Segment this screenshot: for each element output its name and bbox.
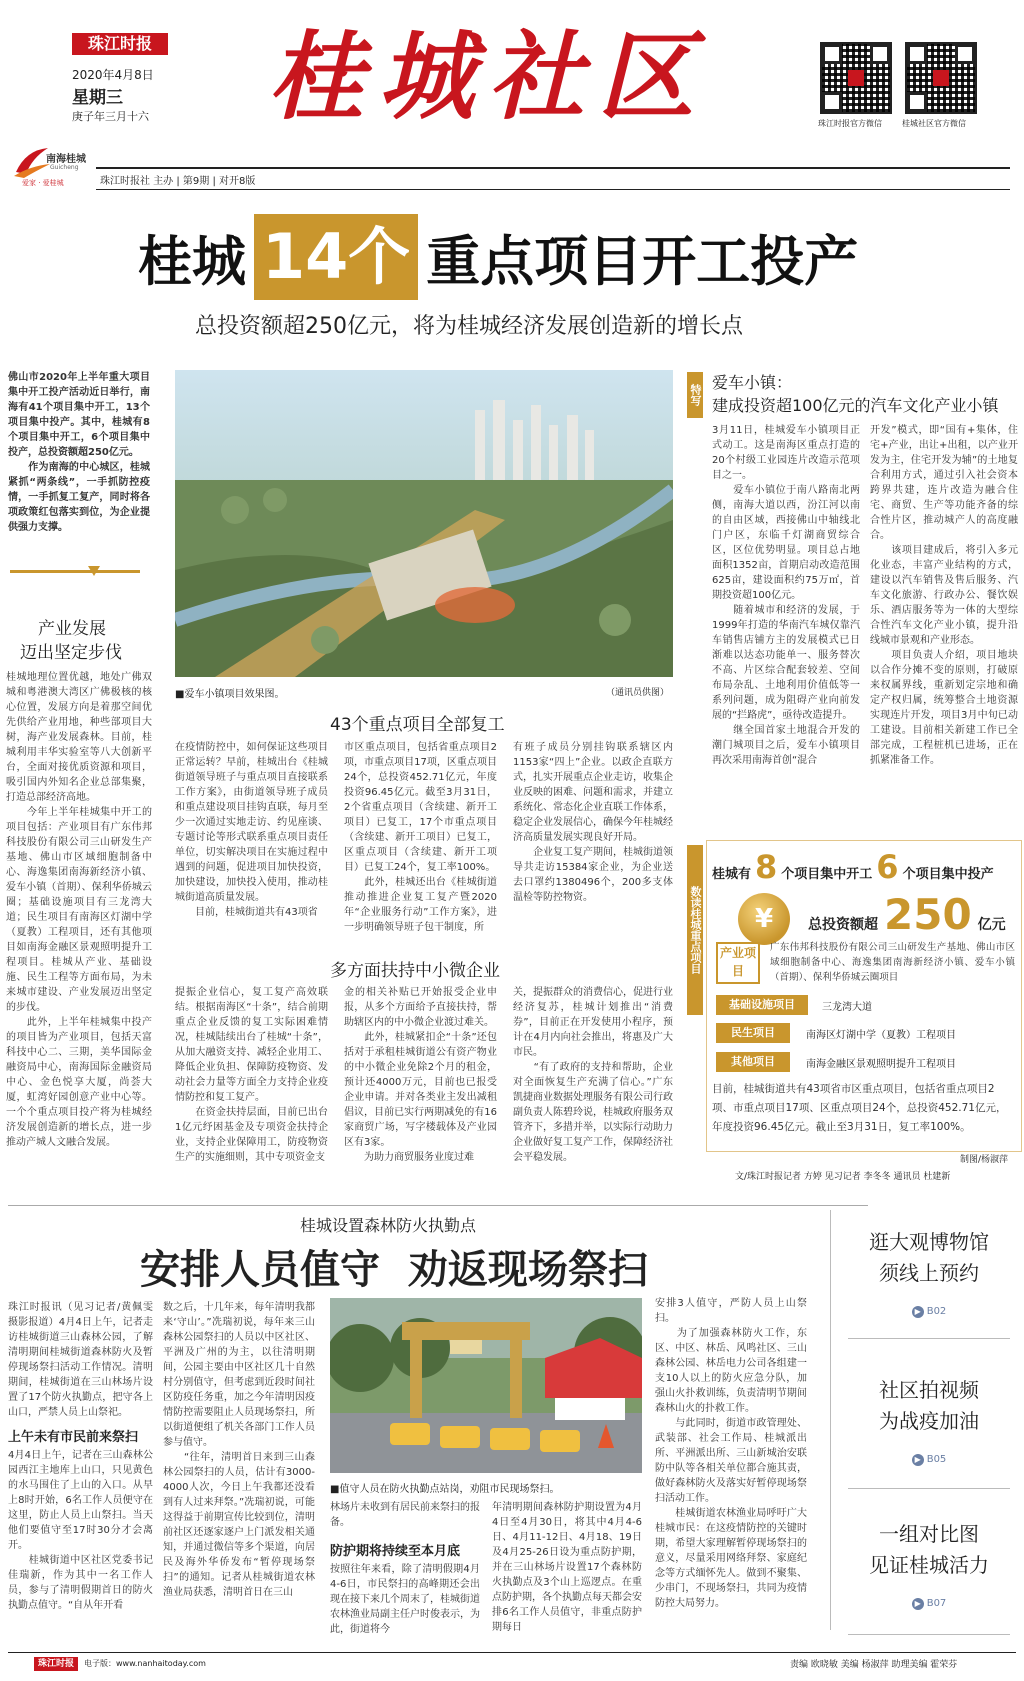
invest-label: 总投资额超 <box>808 917 878 933</box>
teaser-1-page: B02 <box>926 1306 947 1317</box>
infobox-side-label: 数读桂城重点项目 <box>687 845 703 1015</box>
sub-heading-1: 43个重点项目全部复工 <box>330 715 505 735</box>
infra-text: 三龙湾大道 <box>822 1002 872 1013</box>
qr2-caption: 桂城社区官方微信 <box>902 119 966 128</box>
story2-col-d: 年清明期间森林防护期设置为4月4日至4月30日，将其中4月4-6日、4月11-12日、4月18、19日及4月25-26日设为重点防护期，并在三山林场片设置17个森林防火执勤点及3个山上巡逻点。在重点防护期，各个执勤点每天都会安排6名工作人员值守，非重点防护期每日 <box>492 1502 642 1633</box>
footer-credits: 责编 欧晓敏 美编 杨淑萍 助理美编 霍荣芬 <box>790 1660 958 1670</box>
masthead-info-bar: 珠江时报社 主办 | 第9期 | 对开8版 <box>100 176 256 187</box>
teaser-2[interactable] <box>840 1374 1018 1466</box>
civil-tag: 民生项目 <box>716 1023 790 1043</box>
aerial-rendering-photo <box>175 370 673 677</box>
story2-col-a-heading: 上午未有市民前来祭扫 <box>8 1430 139 1445</box>
page-arrow-icon: ▶ <box>912 1598 924 1610</box>
teaser-3-title1: 一组对比图 <box>879 1522 979 1546</box>
headline-number-box: 14个 <box>254 214 418 300</box>
infobox-line1 <box>712 848 994 886</box>
body-1b: 市区重点项目，包括省重点项目2项，市重点项目17项，区重点项目24个，总投资452.71亿元，年度投资96.45亿元。截至3月31日，2个省重点项目（含续建、新开工项目）已复工，17个市重点项目（含续建、新开工项目）已复工，区重点项目（含续建、新开工项目）已复工24个，复工率100%。 此外，桂城还出台《桂城街道推动推进企业复工复产暨2020年“企业服务行动”工作方案》，进一步明确领导班子包干制度，所 <box>344 742 497 933</box>
photo1-caption: ■爱车小镇项目效果图。 <box>175 689 285 700</box>
infobox-open-count: 8 <box>755 848 778 886</box>
body-2b: 金的相关补贴已开始报受企业申报，从多个方面给予直接扶持，帮助辖区内的中小微企业渡过难关。 此外，桂城紧扣企“十条”还包括对于承租桂城街道公有资产物业的中小微企业免除2个月的租金，预计还4000万元，目前也已报受企业申请。并对各类业主发出减租倡议，目前已实行两期减免的有16家商贸广场，写字楼载体及产业园区有3家。 为助力商贸服务业度过难 <box>344 987 497 1163</box>
byline: 文/珠江时报记者 方婷 见习记者 李冬冬 通讯员 杜建新 <box>735 1172 951 1182</box>
special-title-2: 建成投资超100亿元的汽车文化产业小镇 <box>712 396 999 415</box>
teaser-rule-3 <box>848 1634 1010 1635</box>
lead-text: 佛山市2020年上半年重大项目集中开工投产活动近日举行，南海有41个项目集中开工，13个项目集中投产。其中，桂城有8个项目集中开工，6个项目集中投产，总投资额超250亿元。 作为南海的中心城区，桂城紧抓“两条线”，一手抓防控疫情，一手抓复工复产，同时将各项政策红包落实到位，为企业提供强力支撑。 <box>8 372 150 533</box>
teaser-2-title2: 为战疫加油 <box>879 1409 979 1433</box>
nanhai-logo-sub: Guicheng <box>50 164 79 171</box>
story2-col-c: 林场片未收到有居民前来祭扫的报备。 <box>330 1502 480 1528</box>
qr-code-zjtoday[interactable] <box>820 42 892 114</box>
teaser-3-page: B07 <box>926 1598 947 1609</box>
teaser-divider <box>830 1210 831 1630</box>
story2-col-b: 数之后，十几年来，每年清明我都来‘守山’。”冼瑞初说，每年来三山森林公园祭扫的人员以中区社区、平洲及广州的为主，以往清明期间，公园主要由中区社区几十自然村分别值守，但考虑到近段时间社区防疫任务重，加之今年清明因疫情防控需要阻止人员现场祭扫，所以街道便组了机关各部门工作人员参与值守。 “往年，清明首日来到三山森林公园祭扫的人员，估计有3000-4000人次，今日上午我都还没看到有人过来拜祭。”冼瑞初说，可能这得益于前期宣传比较到位，清明前社区还逐家逐户上门派发相关通知，并通过微信等多个渠道，向居民及海外华侨发布“暂停现场祭扫”的通知。记者从桂城街道农林渔业局获悉，清明首日在三山 <box>163 1302 315 1598</box>
page-arrow-icon: ▶ <box>912 1454 924 1466</box>
story2-top-rule <box>8 1205 868 1206</box>
masthead-rule <box>96 167 1010 169</box>
qr-code-guicheng[interactable] <box>905 42 977 114</box>
teaser-1[interactable] <box>840 1226 1018 1318</box>
brand-logo: 珠江时报 <box>72 33 168 55</box>
special-tag: 特写 <box>687 372 703 418</box>
headline-subtitle: 总投资额超250亿元，将为桂城经济发展创造新的增长点 <box>195 314 743 339</box>
industry-text: 广东伟邦科技股份有限公司三山研发生产基地、佛山市区域细胞制备中心、海逸集团南海新经济小镇、爱车小镇（首期）、保利华侨城云圈项目 <box>770 942 1015 983</box>
nanhai-slogan: 爱家 · 爱桂城 <box>22 179 64 187</box>
story2-headline: 安排人员值守 劝返现场祭扫 <box>140 1247 648 1293</box>
story2-kicker: 桂城设置森林防火执勤点 <box>300 1216 477 1235</box>
story2-col-c-heading: 防护期将持续至本月底 <box>330 1544 461 1559</box>
body-1a: 在疫情防控中，如何保证这些项目正常运转？早前，桂城出台《桂城街道领导班子与重点项目直接联系工作方案》，由街道领导班子成员和重点建设项目挂钩直联，每月至少一次通过实地走访、约见座谈、专题讨论等形式联系重点项目责任单位，切实解决项目在实施过程中遇到的问题，促进项目加快投资，加快建设，加快投入使用，推动桂城街道高质量发展。 目前，桂城街道共有43项省 <box>175 742 328 918</box>
special-col-a: 3月11日，桂城爱车小镇项目正式动工。这是南海区重点打造的20个村级工业园连片改造示范项目之一。 爱车小镇位于南八路南北两侧，南海大道以西，汾江河以南的自由区域，西接佛山中轴线北门户区，东临千灯湖商贸综合区，区位优势明显。项目总占地面积1352亩，首期启动改造范围625亩，建设面积约75万㎡，首期投资超100亿元。 随着城市和经济的发展，于1999年打造的华南汽车城仅靠汽车销售店铺方主的发展模式已日渐难以达态功能单一、服务替次不高、片区综合配套较差、空间布局杂乱、土地利用价值低等一系列问题，成为阻碍产业向前发展的“拦路虎”，亟待改造提升。 继全国首家土地混合开发的潮门城项目之后，爱车小镇项目再次采用南海首创“混合 <box>712 425 860 766</box>
infobox-line1-b: 个项目集中开工 <box>781 867 873 882</box>
civil-text: 南海区灯湖中学（夏教）工程项目 <box>806 1030 956 1041</box>
body-2a: 提振企业信心，复工复产高效联结。根据南海区“十条”，结合前期重点企业反馈的复工实际困难情况，桂城陆续出台了桂城“十条”，从加大融资支持、减轻企业用工、降低企业负担、保障防疫物资、发动社会力量等方面全力支持企业疫情防控和复工复产。 在资金扶持层面，目前已出台1亿元纾困基金及专项资金扶持企业，支持企业保障用工，防疫物资生产的实施细则，其中专项资金支 <box>175 987 328 1163</box>
section-industry-title2: 迈出坚定步伐 <box>20 643 122 663</box>
issue-lunar: 庚子年三月十六 <box>72 110 149 123</box>
teaser-rule-2 <box>848 1488 1010 1489</box>
infobox-production-count: 6 <box>876 848 899 886</box>
checkpoint-photo <box>330 1298 642 1473</box>
headline-post: 重点项目开工投产 <box>426 229 859 293</box>
section-industry-text: 桂城地理位置优越，地处广佛双城和粤港澳大湾区广佛极核的核心位置，发展方向是着那空间优先供给产业用地，种些部项目大树，海产业发展森林。目前，桂城利用丰华实验室等八大创新平台，全面对接优质资源和项目，吸引国内外知名企业总部集聚，打造总部经济高地。 今年上半年桂城集中开工的项目包括：产业项目有广东伟邦科技股份有限公司三山研发生产基地、佛山市区域细胞制备中心、海逸集团南海新经济小镇、爱车小镇（首期）、保利华侨城云圈；基础设施项目有三龙湾大道；民生项目有南海区灯湖中学（夏教）工程项目，还有其他项目如南海金融区景观照明提升工程项目。桂城从产业、基础设施、民生工程等方面布局，为未来城市建设、产业发展迈出坚定的步伐。 此外，上半年桂城集中投产的项目皆为产业项目，包括天富科技中心二、三期，美华国际金融资局中心，南海国际金融资局中心、金色悦享大厦，尚荟大厦，虹湾好园创意产业中心等。一个个重点项目投产将为桂城经济发展创造新的增长点，进一步推动产城人文融合发展。 <box>6 672 152 1148</box>
teaser-3[interactable] <box>840 1518 1018 1610</box>
infobox-line1-a: 桂城有 <box>712 867 752 882</box>
photo2-caption: ■值守人员在防火执勤点站岗，劝阻市民现场祭扫。 <box>330 1484 560 1495</box>
special-title-1: 爱车小镇： <box>712 373 793 392</box>
special-col-b: 开发”模式，即“国有+集体，住宅+产业，出让+出租，以产业开发为主，住宅开发为辅”的土地复合利用方式，通过引入社会资本跨界共建，连片改造为融合住宅、商贸、生产等功能齐备的综合性片区，推动城产人的高度融合。 该项目建成后，将引入多元化业态，丰富产业结构的方式，建设以汽车销售及售后服务、汽车文化旅游、行政办公、餐饮娱乐、酒店服务等为一体的大型综合性汽车文化产业小镇，提升沿线城市景观和产业形态。 项目负责人介绍，项目地块以合作分摊不变的原则，打破原来权属界线，重新划定宗地和确定产权归属，统筹整合土地资源实现连片开发，项目3月中旬已动工建设。目前相关新建工作已全部完成，工程桩机已进场，正在抓紧准备工作。 <box>870 425 1018 766</box>
nanhai-logo <box>10 140 90 190</box>
story2-col-a: 珠江时报讯（见习记者/黄佩雯 摄影报道）4月4日上午，记者走访桂城街道三山森林公园，了解清明期间桂城街道森林防火及暂停现场祭扫活动工作情况。清明期间，桂城街道在三山林场片设置了17个防火执勤点，把守各上山口，严禁人员上山祭祀。 <box>8 1302 153 1418</box>
infra-tag: 基础设施项目 <box>716 995 808 1015</box>
page-arrow-icon: ▶ <box>912 1306 924 1318</box>
section-industry-title1: 产业发展 <box>38 619 106 639</box>
teaser-2-page: B05 <box>926 1454 947 1465</box>
infobox-invest <box>808 890 1006 939</box>
invest-unit: 亿元 <box>977 917 1006 933</box>
section-divider-1 <box>10 570 140 573</box>
invest-number: 250 <box>884 890 972 939</box>
headline-pre: 桂城 <box>138 229 246 293</box>
masthead-rule-2 <box>96 189 1010 190</box>
photo1-credit: （通讯员供图） <box>606 688 670 698</box>
body-2c: 关，提振群众的消费信心，促进行业经济复苏，桂城计划推出“消费券”，目前正在开发使用小程序，预计在4月内向社会推出，将惠及广大市民。 “有了政府的支持和帮助，企业对全面恢复生产充满了信心。”广东凯捷商业数据处理服务有限公司行政副负责人陈碧玲说，桂城政府服务双管齐下，多措并举，以实际行动助力企业做好复工复产工作，保障经济社会平稳发展。 <box>513 987 673 1163</box>
body-1c: 有班子成员分别挂钩联系辖区内1153家“四上”企业。以政企直联方式，扎实开展重点企业走访，收集企业反映的困难、问题和需求，并建立系统化、常态化企业直联工作体系，稳定企业发展信心，确保今年桂城经济高质量发展实现良好开局。 企业复工复产期间，桂城街道领导共走访15384家企业，为企业送去口罩约1380496个，200多支体温检等防控物资。 <box>513 742 673 903</box>
industry-tag: 产业项目 <box>716 942 760 984</box>
qr1-caption: 珠江时报官方微信 <box>818 119 882 128</box>
story2-col-c2: 按照往年来看，除了清明假期4月4-6日，市民祭扫的高峰期还会出现在接下来几个周末了，桂城街道农林渔业局副主任户时俊表示，为此，街道将今 <box>330 1564 480 1635</box>
footer-logo: 珠江时报 <box>34 1657 78 1671</box>
other-text: 南海金融区景观照明提升工程项目 <box>806 1059 956 1070</box>
story2-col-e: 安排3人值守，严防人员上山祭扫。 为了加强森林防火工作，东区、中区、林岳、风鸣社区、三山森林公园、林岳电力公司各组建一支10人以上的防火应急分队，加强山火扑救训练，负责清明节期间森林山火的扑救工作。 与此同时，街道市政管理处、武装部、社会工作局、桂城派出所、平洲派出所、三山新城治安联防中队等各相关单位都合施其责，做好森林防火及落实好暂停现场祭扫活动工作。 桂城街道农林渔业局呼吁广大桂城市民：在这疫情防控的关键时期，希望大家理解暂停现场祭扫的意义，尽量采用网络拜祭、家庭纪念等方式缅怀先人。做到不聚集、少串门，不现场祭扫，共同为疫情防控大局努力。 <box>655 1298 807 1609</box>
nanhai-logo-text: 南海桂城 <box>46 154 86 165</box>
issue-weekday: 星期三 <box>72 88 123 108</box>
teaser-3-title2: 见证桂城活力 <box>869 1553 989 1577</box>
coin-icon: ¥ <box>738 893 790 945</box>
story2-col-a2: 4月4日上午，记者在三山森林公园西江主地库上山口，只见黄色的水马围住了上山的入口。从早上8时开始，6名工作人员便守在这里，防止人员上山祭扫。当天他们要值守至17时30分才会离开。 桂城街道中区社区党委书记佳瑞新，作为其中一名工作人员，参与了清明假期首日的防火执勤点值守。“自从年开看 <box>8 1450 153 1611</box>
teaser-rule-1 <box>848 1338 1010 1339</box>
footer-url[interactable]: 电子版：www.nanhaitoday.com <box>84 1659 206 1668</box>
masthead-title: 桂城社区 <box>268 20 708 133</box>
footer-rule <box>8 1652 1016 1653</box>
infobox-summary: 目前，桂城街道共有43项省市区重点项目，包括省重点项目2项、市重点项目17项、区重点项目24个，总投资452.71亿元，年度投资96.45亿元。截止至3月31日，复工率100%。 <box>712 1083 1007 1133</box>
sub-heading-2: 多方面扶持中小微企业 <box>330 961 500 981</box>
other-tag: 其他项目 <box>716 1052 790 1072</box>
infobox-credit: 制图/杨淑萍 <box>960 1155 1009 1165</box>
teaser-1-title1: 逛大观博物馆 <box>869 1230 989 1254</box>
main-headline <box>138 212 858 302</box>
issue-date: 2020年4月8日 <box>72 68 154 82</box>
teaser-2-title1: 社区拍视频 <box>879 1378 979 1402</box>
infobox-line1-c: 个项目集中投产 <box>902 867 994 882</box>
teaser-1-title2: 须线上预约 <box>879 1261 979 1285</box>
